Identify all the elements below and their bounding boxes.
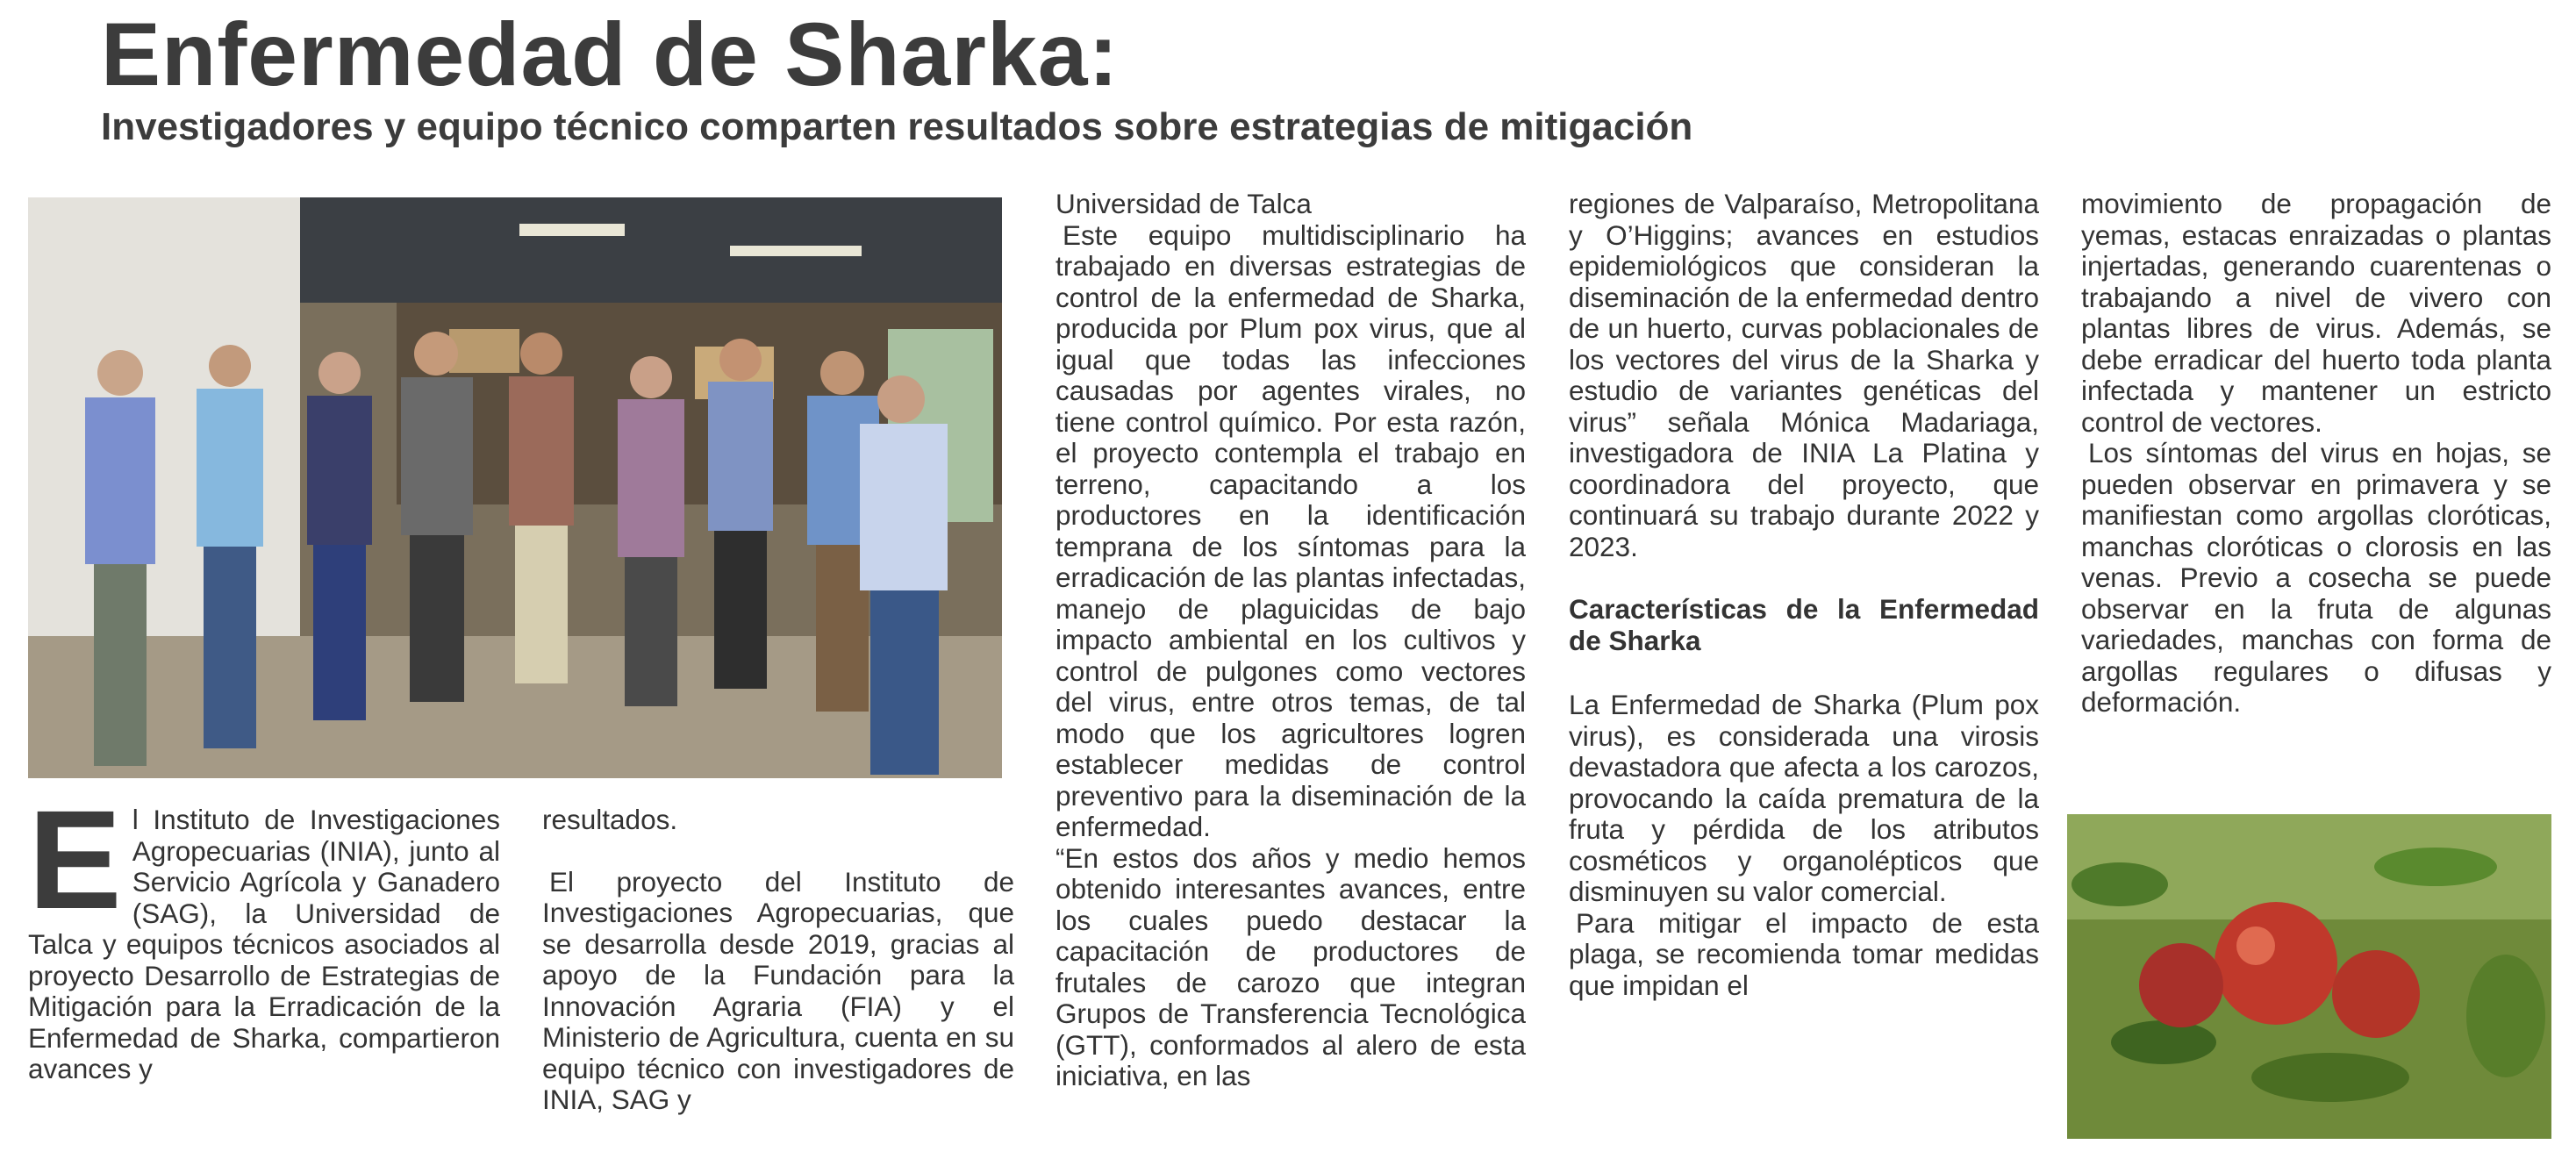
column-4	[1569, 189, 2039, 1001]
col1-paragraph-1: l Instituto de Investigaciones Agropecuarias (INIA), junto al Servicio Agrícola y Ganadero (SAG), la Universidad de Talca y equipos técnicos asociados al proyecto Desarrollo de Estrategias de Mitigación para la Erradicación de la Enfermedad de Sharka, compartieron avances y	[28, 804, 500, 1084]
drop-cap: E	[28, 781, 122, 938]
col2-paragraph-1: resultados.	[542, 804, 678, 835]
group-photo	[28, 197, 1002, 778]
col4-paragraph-2: La Enfermedad de Sharka (Plum pox virus), es considerada una virosis devastadora que afecta a los carozos, provocando la caída prematura de la fruta y pérdida de los atributos cosméticos y organolépticos que disminuyen su valor comercial.	[1569, 689, 2039, 907]
column-1	[28, 781, 500, 1085]
fruit-photo	[2067, 814, 2551, 1139]
col3-paragraph-1: Universidad de Talca	[1055, 188, 1312, 219]
subheadline: Investigadores y equipo técnico comparten resultados sobre estrategias de mitigación	[101, 105, 1693, 148]
col4-paragraph-1: regiones de Valparaíso, Metropolitana y O’Higgins; avances en estudios epidemiológicos que consideran la diseminación de la enfermedad dentro de un huerto, curvas poblacionales de los vectores del virus de la Sharka y estudio de variantes genéticas del virus” señala Mónica Madariaga, investigadora de INIA La Platina y coordinadora del proyecto, que continuará su trabajo durante 2022 y 2023.	[1569, 188, 2039, 562]
section-heading: Características de la Enfermedad de Sharka	[1569, 593, 2039, 656]
col2-paragraph-2: El proyecto del Instituto de Investigaciones Agropecuarias, que se desarrolla desde 2019, gracias al apoyo de la Fundación para la Innovación Agraria (FIA) y el Ministerio de Agricultura, cuenta en su equipo técnico con investigadores de INIA, SAG y	[542, 865, 1014, 1115]
column-3	[1055, 189, 1526, 1092]
col4-paragraph-3: Para mitigar el impacto de esta plaga, se recomienda tomar medidas que impidan el	[1569, 906, 2039, 1001]
column-2	[542, 805, 1014, 1116]
column-5	[2081, 189, 2551, 719]
col5-paragraph-1: movimiento de propagación de yemas, estacas enraizadas o plantas injertadas, generando cuarentenas o trabajando a nivel de vivero con plantas libres de virus. Además, se debe erradicar del huerto toda planta infectada y mantener un estricto control de vectores.	[2081, 188, 2551, 438]
col3-paragraph-3: “En estos dos años y medio hemos obtenido interesantes avances, entre los cuales puedo destacar la capacitación de productores de frutales de carozo que integran Grupos de Transferencia Tecnológica (GTT), conformados al alero de esta iniciativa, en las	[1055, 841, 1526, 1091]
col5-paragraph-2: Los síntomas del virus en hojas, se pueden observar en primavera y se manifiestan como argollas cloróticas, manchas cloróticas o clorosis en las venas. Previo a cosecha se puede observar en la fruta de algunas variedades, manchas con forma de argollas regulares o difusas y deformación.	[2081, 437, 2551, 718]
headline: Enfermedad de Sharka:	[101, 4, 1120, 104]
col3-paragraph-2: Este equipo multidisciplinario ha trabajado en diversas estrategias de control de la enfermedad de Sharka, producida por Plum pox virus, que al igual que todas las infecciones causadas por agentes virales, no tiene control químico. Por esta razón, el proyecto contempla el trabajo en terreno, capacitando a los productores en la identificación temprana de los síntomas para la erradicación de las plantas infectadas, manejo de plaguicidas de bajo impacto ambiental en los cultivos y control de pulgones como vectores del virus, entre otros temas, de tal modo que los agricultores logren establecer medidas de control preventivo para la diseminación de la enfermedad.	[1055, 218, 1526, 842]
